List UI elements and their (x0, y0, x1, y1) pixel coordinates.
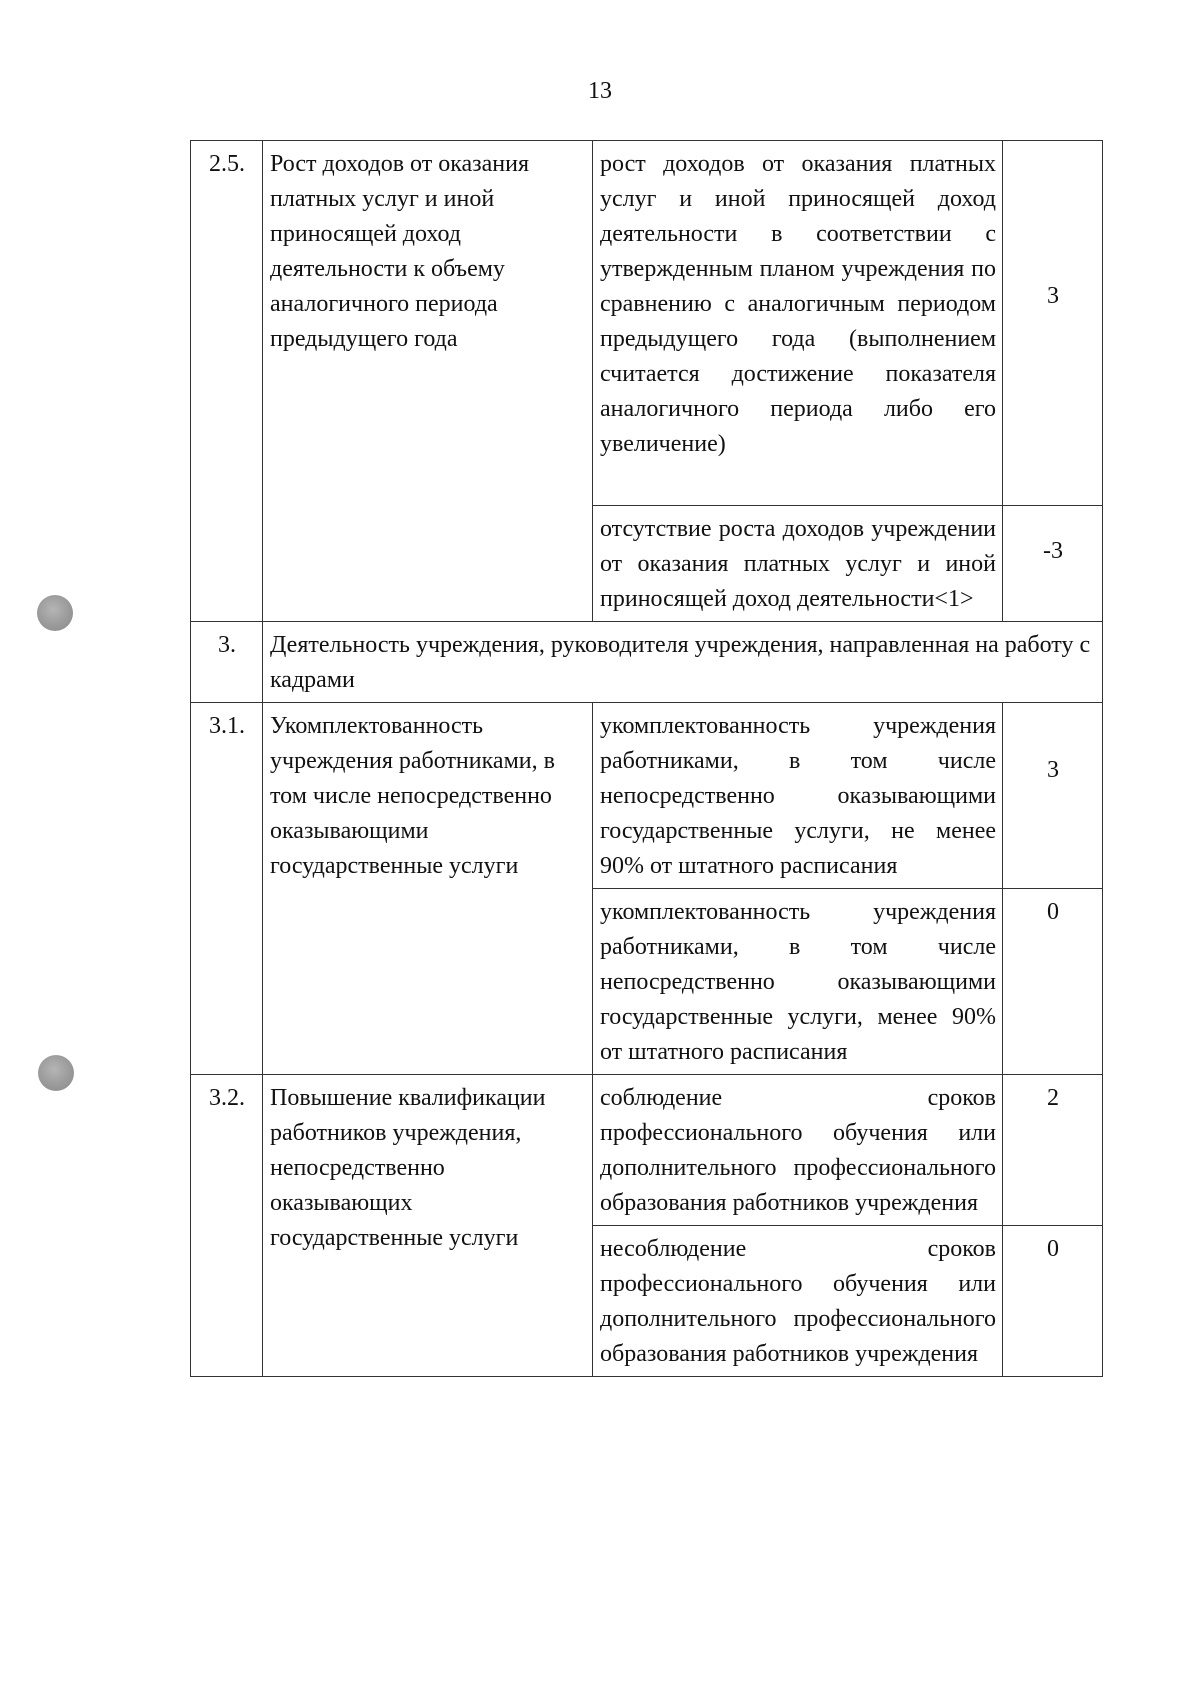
table-row (191, 703, 1103, 889)
condition-text: укомплектованность учреждения работниками, в том числе непосредственно оказывающими государственные услуги, не менее 90% от штатного расписания (593, 703, 1003, 889)
punch-hole-mark (37, 595, 73, 631)
section-title: Деятельность учреждения, руководителя учреждения, направленная на работу с кадрами (263, 622, 1103, 703)
punch-hole-mark (38, 1055, 74, 1091)
table-row (191, 141, 1103, 506)
row-number: 2.5. (191, 141, 263, 622)
condition-text: несоблюдение сроков профессионального обучения или дополнительного профессионального образования работников учреждения (593, 1226, 1003, 1377)
criterion-name: Повышение квалификации работников учреждения, непосредственно оказывающих государственные услуги (263, 1075, 593, 1377)
points-value: -3 (1003, 506, 1103, 622)
page-number: 13 (588, 78, 612, 104)
criterion-name: Рост доходов от оказания платных услуг и иной приносящей доход деятельности к объему аналогичного периода предыдущего года (263, 141, 593, 622)
row-number: 3.2. (191, 1075, 263, 1377)
condition-text: рост доходов от оказания платных услуг и иной приносящей доход деятельности в соответствии с утвержденным планом учреждения по сравнению с аналогичным периодом предыдущего года (выполнением считается достижение показателя аналогичного периода либо его увеличение) (593, 141, 1003, 506)
criteria-table (190, 140, 1103, 1377)
criterion-name: Укомплектованность учреждения работниками, в том числе непосредственно оказывающими государственные услуги (263, 703, 593, 1075)
condition-text: соблюдение сроков профессионального обучения или дополнительного профессионального образования работников учреждения (593, 1075, 1003, 1226)
points-value: 0 (1003, 1226, 1103, 1377)
points-value: 2 (1003, 1075, 1103, 1226)
points-value: 3 (1003, 703, 1103, 889)
points-value: 0 (1003, 889, 1103, 1075)
condition-text: отсутствие роста доходов учреждении от оказания платных услуг и иной приносящей доход деятельности<1> (593, 506, 1003, 622)
row-number: 3. (191, 622, 263, 703)
condition-text: укомплектованность учреждения работниками, в том числе непосредственно оказывающими государственные услуги, менее 90% от штатного расписания (593, 889, 1003, 1075)
points-value: 3 (1003, 141, 1103, 506)
table-row (191, 1075, 1103, 1226)
row-number: 3.1. (191, 703, 263, 1075)
table-row (191, 622, 1103, 703)
